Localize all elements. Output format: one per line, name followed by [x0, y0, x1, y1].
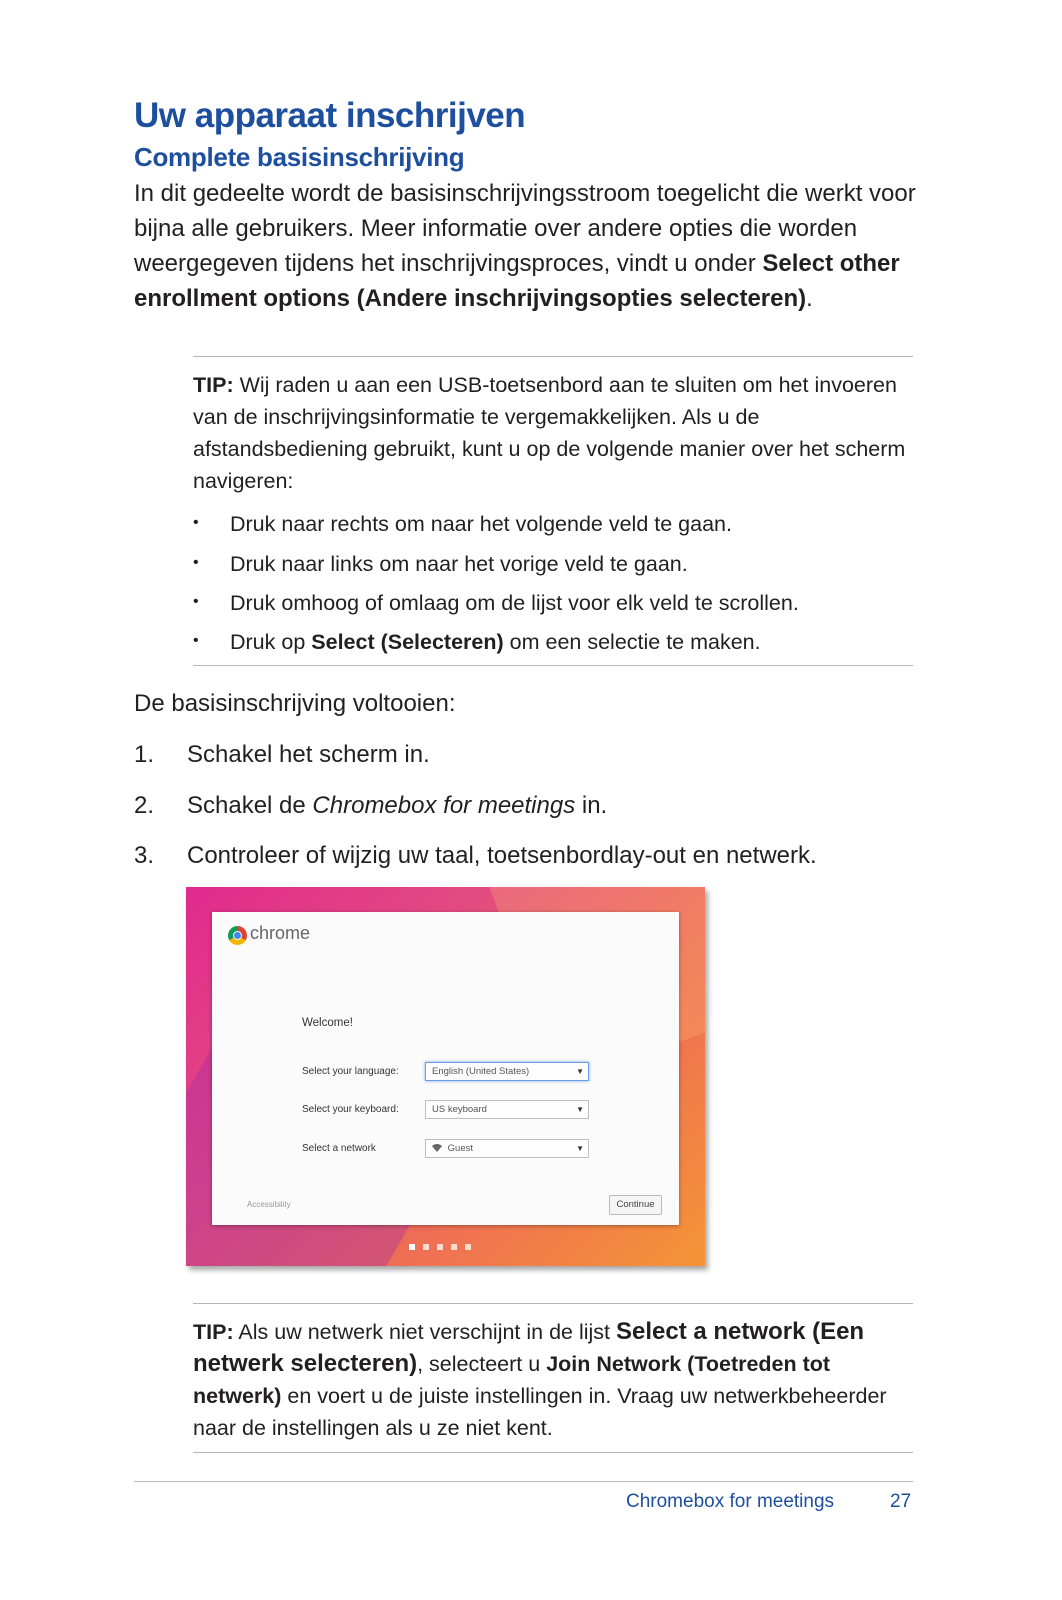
bullet-post: om een selectie te maken. — [503, 630, 761, 654]
page-indicator-dot — [465, 1244, 471, 1250]
continue-button[interactable]: Continue — [609, 1195, 662, 1215]
page-heading: Uw apparaat inschrijven — [134, 96, 526, 135]
chrome-wordmark: chrome — [250, 923, 311, 943]
welcome-title: Welcome! — [302, 1017, 353, 1029]
step-text-italic: Chromebox for meetings — [312, 792, 576, 819]
network-label: Select a network — [302, 1143, 376, 1154]
step-text-pre: Schakel de — [187, 792, 313, 819]
bullet-text: Druk naar rechts om naar het volgende veld te gaan. — [230, 512, 732, 536]
keyboard-value: US keyboard — [432, 1104, 487, 1115]
network-select[interactable] — [425, 1139, 589, 1158]
dropdown-caret-icon: ▼ — [576, 1105, 584, 1114]
tip2-bottom-rule — [193, 1452, 913, 1453]
keyboard-label: Select your keyboard: — [302, 1104, 399, 1115]
welcome-dialog — [212, 912, 679, 1225]
page-indicator-dot — [409, 1244, 415, 1250]
step-text-pre: Controleer of wijzig uw taal, toetsenbordlay-out en netwerk. — [187, 842, 817, 869]
step-text — [187, 792, 607, 820]
accessibility-link[interactable]: Accessibility — [247, 1200, 291, 1209]
language-value: English (United States) — [432, 1066, 530, 1077]
footer-title: Chromebox for meetings — [626, 1491, 835, 1512]
tip2-top-rule — [193, 1303, 913, 1304]
page-number: 27 — [890, 1491, 912, 1512]
language-label: Select your language: — [302, 1066, 399, 1077]
tip2-text — [193, 1316, 918, 1444]
tip2-text-2: , selecteert u — [417, 1352, 547, 1376]
bullet-pre: Druk op — [230, 630, 312, 654]
intro-end: . — [806, 285, 813, 312]
select-network-reference: Select a network (Een netwerk selecteren) — [193, 1318, 865, 1377]
bullet-glyph: • — [193, 554, 199, 571]
tip1-text — [193, 369, 918, 497]
steps-title: De basisinschrijving voltooien: — [134, 690, 456, 717]
step-text-post: in. — [575, 792, 608, 819]
tip2-text-3: en voert u de juiste instellingen in. Vraag uw netwerkbeheerder naar de instellingen als u ze niet kent. — [193, 1384, 887, 1440]
section-subheading: Complete basisinschrijving — [134, 142, 465, 172]
page-indicator-dot — [451, 1244, 457, 1250]
chrome-welcome-screenshot — [186, 887, 705, 1266]
bullet-text: Druk omhoog of omlaag om de lijst voor elk veld te scrollen. — [230, 591, 799, 615]
bullet-glyph: • — [193, 593, 199, 610]
dropdown-caret-icon: ▼ — [576, 1067, 584, 1076]
tip1-label: TIP: — [193, 373, 234, 397]
tip1-top-rule — [193, 356, 913, 357]
step-number: 3. — [134, 842, 155, 869]
chrome-logo-icon — [228, 926, 247, 945]
bullet-text: Druk naar links om naar het vorige veld te gaan. — [230, 552, 688, 576]
language-select[interactable] — [425, 1062, 589, 1081]
tip1-bottom-rule — [193, 665, 913, 666]
bullet-glyph: • — [193, 514, 199, 531]
tip2-label: TIP: — [193, 1320, 234, 1344]
bullet-text — [230, 630, 761, 655]
tip1-body: Wij raden u aan een USB-toetsenbord aan te sluiten om het invoeren van de inschrijvingsinformatie te vergemakkelijken. Als u de afstandsbediening gebruikt, kunt u op de volgende manier over het scherm navigeren: — [193, 373, 906, 493]
dropdown-caret-icon: ▼ — [576, 1144, 584, 1153]
step-text — [187, 842, 817, 870]
bullet-glyph: • — [193, 632, 199, 649]
select-key-reference: Select (Selecteren) — [311, 630, 504, 654]
page-indicator-dot — [423, 1244, 429, 1250]
intro-bold-reference: Select other enrollment options (Andere inschrijvingsopties selecteren) — [134, 250, 900, 312]
network-value: Guest — [447, 1143, 473, 1154]
step-text-pre: Schakel het scherm in. — [187, 741, 430, 768]
page-indicator-dot — [437, 1244, 443, 1250]
step-text — [187, 741, 430, 769]
join-network-reference: Join Network (Toetreden tot netwerk) — [193, 1352, 831, 1408]
footer-rule — [134, 1481, 913, 1482]
intro-text: In dit gedeelte wordt de basisinschrijvingsstroom toegelicht die werkt voor bijna alle gebruikers. Meer informatie over andere opties die worden weergegeven tijdens het inschrijvingsproces, vindt u onder — [134, 180, 916, 277]
wifi-icon — [432, 1144, 442, 1152]
intro-paragraph — [134, 176, 924, 316]
tip2-text-1: Als uw netwerk niet verschijnt in de lijst — [233, 1320, 616, 1344]
keyboard-select[interactable] — [425, 1100, 589, 1119]
step-number: 2. — [134, 792, 155, 819]
step-number: 1. — [134, 741, 155, 768]
